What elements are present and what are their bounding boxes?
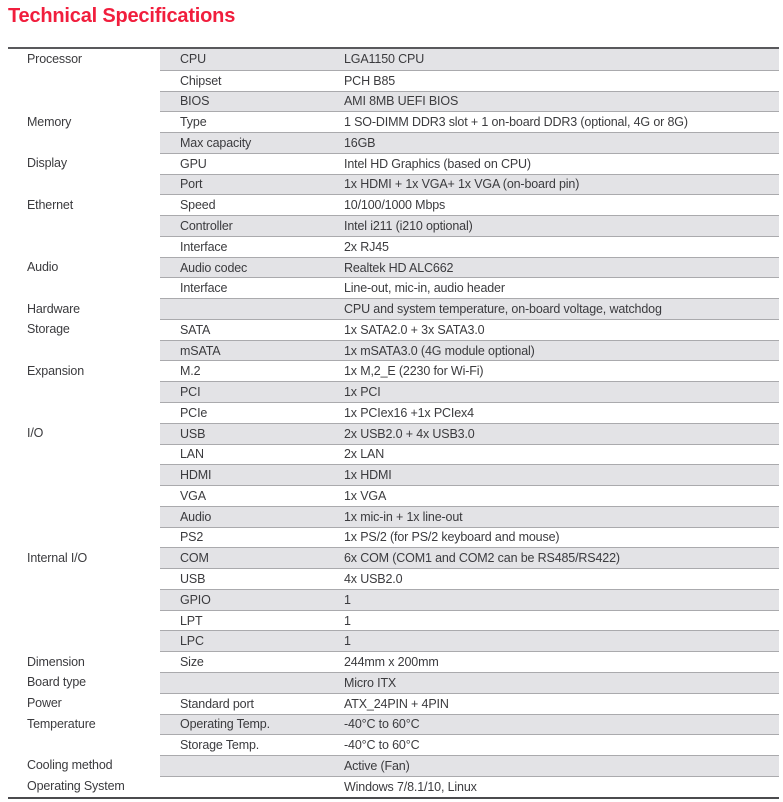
spec-label-cell: Audio codec: [180, 260, 248, 275]
spec-value-cell: -40°C to 60°C: [344, 717, 420, 732]
spec-label-cell: Interface: [180, 281, 228, 296]
spec-label-cell: COM: [180, 551, 209, 566]
spec-label-cell: LPC: [180, 634, 204, 649]
spec-row: [8, 257, 779, 278]
spec-label-cell: [160, 777, 344, 797]
spec-row: [8, 714, 779, 735]
category-cell: [8, 381, 160, 402]
spec-label-cell: Chipset: [180, 73, 222, 88]
spec-row: [8, 610, 779, 631]
spec-value-cell: 6x COM (COM1 and COM2 can be RS485/RS422): [344, 551, 620, 566]
spec-label-cell: Controller: [180, 219, 233, 233]
spec-value-cell: 16GB: [344, 135, 376, 150]
category-cell: Audio: [27, 260, 59, 275]
category-cell: [8, 610, 160, 631]
spec-band: [160, 298, 779, 319]
spec-label-cell: M.2: [180, 364, 201, 379]
spec-label-cell: Port: [180, 177, 203, 192]
spec-label-cell: GPU: [180, 156, 207, 171]
spec-row: [8, 111, 779, 132]
spec-row: [8, 527, 779, 548]
spec-band: [160, 755, 779, 776]
spec-band: [160, 153, 779, 174]
spec-row: [8, 49, 779, 70]
spec-band: [160, 319, 779, 340]
spec-band: [160, 340, 779, 361]
category-cell: [8, 506, 160, 527]
spec-band: [160, 776, 779, 797]
spec-band: [160, 194, 779, 215]
spec-band: [160, 506, 779, 527]
spec-label-cell: USB: [180, 426, 206, 441]
spec-value-cell: -40°C to 60°C: [344, 738, 420, 753]
category-cell: Temperature: [27, 716, 96, 731]
category-cell: Operating System: [27, 779, 125, 794]
spec-row: [8, 651, 779, 672]
spec-value-cell: 1x HDMI + 1x VGA+ 1x VGA (on-board pin): [344, 177, 580, 192]
category-cell: [8, 277, 160, 298]
spec-label-cell: [160, 299, 344, 319]
spec-band: [160, 70, 779, 91]
spec-value-cell: 1 SO-DIMM DDR3 slot + 1 on-board DDR3 (optional, 4G or 8G): [344, 115, 688, 130]
spec-label-cell: Max capacity: [180, 135, 252, 150]
spec-value-cell: Windows 7/8.1/10, Linux: [344, 779, 477, 794]
spec-row: [8, 319, 779, 340]
category-cell: Board type: [27, 675, 86, 690]
category-cell: [8, 630, 160, 651]
spec-band: [160, 91, 779, 112]
spec-label-cell: HDMI: [180, 468, 212, 483]
spec-value-cell: 1: [344, 613, 351, 628]
spec-row: [8, 277, 779, 298]
category-cell: Ethernet: [27, 197, 74, 212]
spec-value-cell: Intel HD Graphics (based on CPU): [344, 156, 531, 171]
spec-value-cell: 4x USB2.0: [344, 572, 403, 587]
spec-value-cell: 1x PCIex16 +1x PCIex4: [344, 405, 474, 420]
spec-row: [8, 423, 779, 444]
spec-band: [160, 360, 779, 381]
spec-band: [160, 568, 779, 589]
spec-value-cell: 1x PS/2 (for PS/2 keyboard and mouse): [344, 530, 560, 545]
spec-band: [160, 215, 779, 236]
spec-row: [8, 340, 779, 361]
spec-value-cell: 2x RJ45: [344, 239, 389, 254]
spec-row: [8, 174, 779, 195]
spec-value-cell: CPU and system temperature, on-board voltage, watchdog: [344, 302, 662, 317]
spec-label-cell: PS2: [180, 530, 204, 545]
spec-value-cell: Active (Fan): [344, 758, 410, 773]
spec-value-cell: Intel i211 (i210 optional): [344, 219, 473, 233]
spec-value-cell: 2x USB2.0 + 4x USB3.0: [344, 426, 475, 441]
spec-row: [8, 360, 779, 381]
spec-row: [8, 630, 779, 651]
spec-label-cell: PCI: [180, 385, 201, 400]
spec-row: [8, 506, 779, 527]
spec-row: [8, 568, 779, 589]
spec-value-cell: 1x mSATA3.0 (4G module optional): [344, 343, 535, 358]
spec-row: [8, 236, 779, 257]
category-cell: [8, 464, 160, 485]
spec-label-cell: Type: [180, 115, 207, 130]
category-cell: Memory: [27, 114, 72, 129]
spec-row: [8, 194, 779, 215]
spec-band: [160, 714, 779, 735]
category-cell: Storage: [27, 322, 70, 337]
spec-band: [160, 485, 779, 506]
spec-label-cell: LPT: [180, 613, 203, 628]
category-cell: [8, 444, 160, 465]
page-title: Technical Specifications: [8, 5, 236, 27]
spec-value-cell: Line-out, mic-in, audio header: [344, 281, 505, 296]
spec-value-cell: 1: [344, 592, 351, 607]
spec-label-cell: CPU: [180, 52, 206, 67]
spec-label-cell: USB: [180, 572, 206, 587]
spec-label-cell: [160, 673, 344, 693]
spec-band: [160, 402, 779, 423]
spec-table: [8, 47, 779, 799]
spec-row: [8, 91, 779, 112]
spec-band: [160, 547, 779, 568]
spec-value-cell: LGA1150 CPU: [344, 52, 425, 67]
spec-row: [8, 381, 779, 402]
category-cell: Power: [27, 696, 62, 711]
spec-band: [160, 651, 779, 672]
spec-value-cell: 1x SATA2.0 + 3x SATA3.0: [344, 322, 485, 337]
spec-value-cell: PCH B85: [344, 73, 396, 88]
spec-row: [8, 215, 779, 236]
spec-row: [8, 132, 779, 153]
category-cell: Display: [27, 156, 67, 171]
category-cell: Dimension: [27, 654, 85, 669]
category-cell: [8, 402, 160, 423]
spec-row: [8, 547, 779, 568]
spec-band: [160, 381, 779, 402]
spec-band: [160, 236, 779, 257]
spec-label-cell: Audio: [180, 509, 212, 524]
spec-value-cell: 1x mic-in + 1x line-out: [344, 509, 463, 524]
spec-row: [8, 153, 779, 174]
spec-value-cell: Realtek HD ALC662: [344, 260, 454, 275]
spec-label-cell: VGA: [180, 488, 206, 503]
spec-band: [160, 630, 779, 651]
spec-label-cell: PCIe: [180, 405, 208, 420]
category-cell: [8, 734, 160, 755]
spec-band: [160, 277, 779, 298]
category-cell: Expansion: [27, 363, 85, 378]
category-cell: [8, 527, 160, 548]
category-cell: [8, 70, 160, 91]
spec-band: [160, 423, 779, 444]
spec-row: [8, 755, 779, 776]
spec-value-cell: 10/100/1000 Mbps: [344, 198, 446, 213]
spec-value-cell: 1x VGA: [344, 488, 387, 503]
category-cell: Cooling method: [27, 758, 113, 773]
spec-label-cell: Interface: [180, 239, 228, 254]
spec-value-cell: 1x M,2_E (2230 for Wi-Fi): [344, 364, 484, 379]
spec-band: [160, 464, 779, 485]
category-cell: [8, 91, 160, 112]
spec-label-cell: LAN: [180, 447, 204, 462]
spec-band: [160, 527, 779, 548]
spec-value-cell: Micro ITX: [344, 675, 397, 690]
category-cell: Hardware: [27, 301, 80, 316]
category-cell: Processor: [27, 52, 82, 67]
spec-label-cell: Size: [180, 655, 204, 670]
category-cell: [8, 568, 160, 589]
spec-value-cell: 1x PCI: [344, 385, 381, 400]
spec-label-cell: SATA: [180, 322, 211, 337]
spec-label-cell: mSATA: [180, 343, 221, 358]
spec-band: [160, 734, 779, 755]
spec-row: [8, 298, 779, 319]
spec-band: [160, 672, 779, 693]
spec-label-cell: Storage Temp.: [180, 738, 260, 753]
spec-row: [8, 70, 779, 91]
spec-row: [8, 402, 779, 423]
spec-label-cell: [160, 756, 344, 776]
spec-value-cell: AMI 8MB UEFI BIOS: [344, 94, 459, 109]
spec-band: [160, 257, 779, 278]
spec-row: [8, 672, 779, 693]
spec-value-cell: 1: [344, 634, 351, 649]
spec-value-cell: 2x LAN: [344, 447, 385, 462]
category-cell: [8, 236, 160, 257]
category-cell: [8, 215, 160, 236]
spec-label-cell: GPIO: [180, 592, 211, 607]
spec-band: [160, 174, 779, 195]
spec-band: [160, 444, 779, 465]
spec-row: [8, 589, 779, 610]
spec-band: [160, 589, 779, 610]
spec-row: [8, 776, 779, 797]
spec-label-cell: Operating Temp.: [180, 717, 270, 732]
spec-label-cell: Speed: [180, 198, 216, 213]
category-cell: Internal I/O: [27, 550, 88, 565]
spec-band: [160, 610, 779, 631]
category-cell: I/O: [27, 426, 44, 441]
spec-label-cell: Standard port: [180, 696, 254, 711]
spec-row: [8, 444, 779, 465]
category-cell: [8, 132, 160, 153]
category-cell: [8, 589, 160, 610]
spec-value-cell: ATX_24PIN + 4PIN: [344, 696, 449, 711]
spec-band: [160, 49, 779, 70]
spec-row: [8, 464, 779, 485]
category-cell: [8, 485, 160, 506]
spec-band: [160, 693, 779, 714]
spec-row: [8, 485, 779, 506]
spec-value-cell: 1x HDMI: [344, 468, 392, 483]
spec-label-cell: BIOS: [180, 94, 210, 109]
spec-row: [8, 734, 779, 755]
spec-value-cell: 244mm x 200mm: [344, 655, 439, 670]
spec-row: [8, 693, 779, 714]
category-cell: [8, 340, 160, 361]
category-cell: [8, 174, 160, 195]
spec-band: [160, 111, 779, 132]
spec-band: [160, 132, 779, 153]
